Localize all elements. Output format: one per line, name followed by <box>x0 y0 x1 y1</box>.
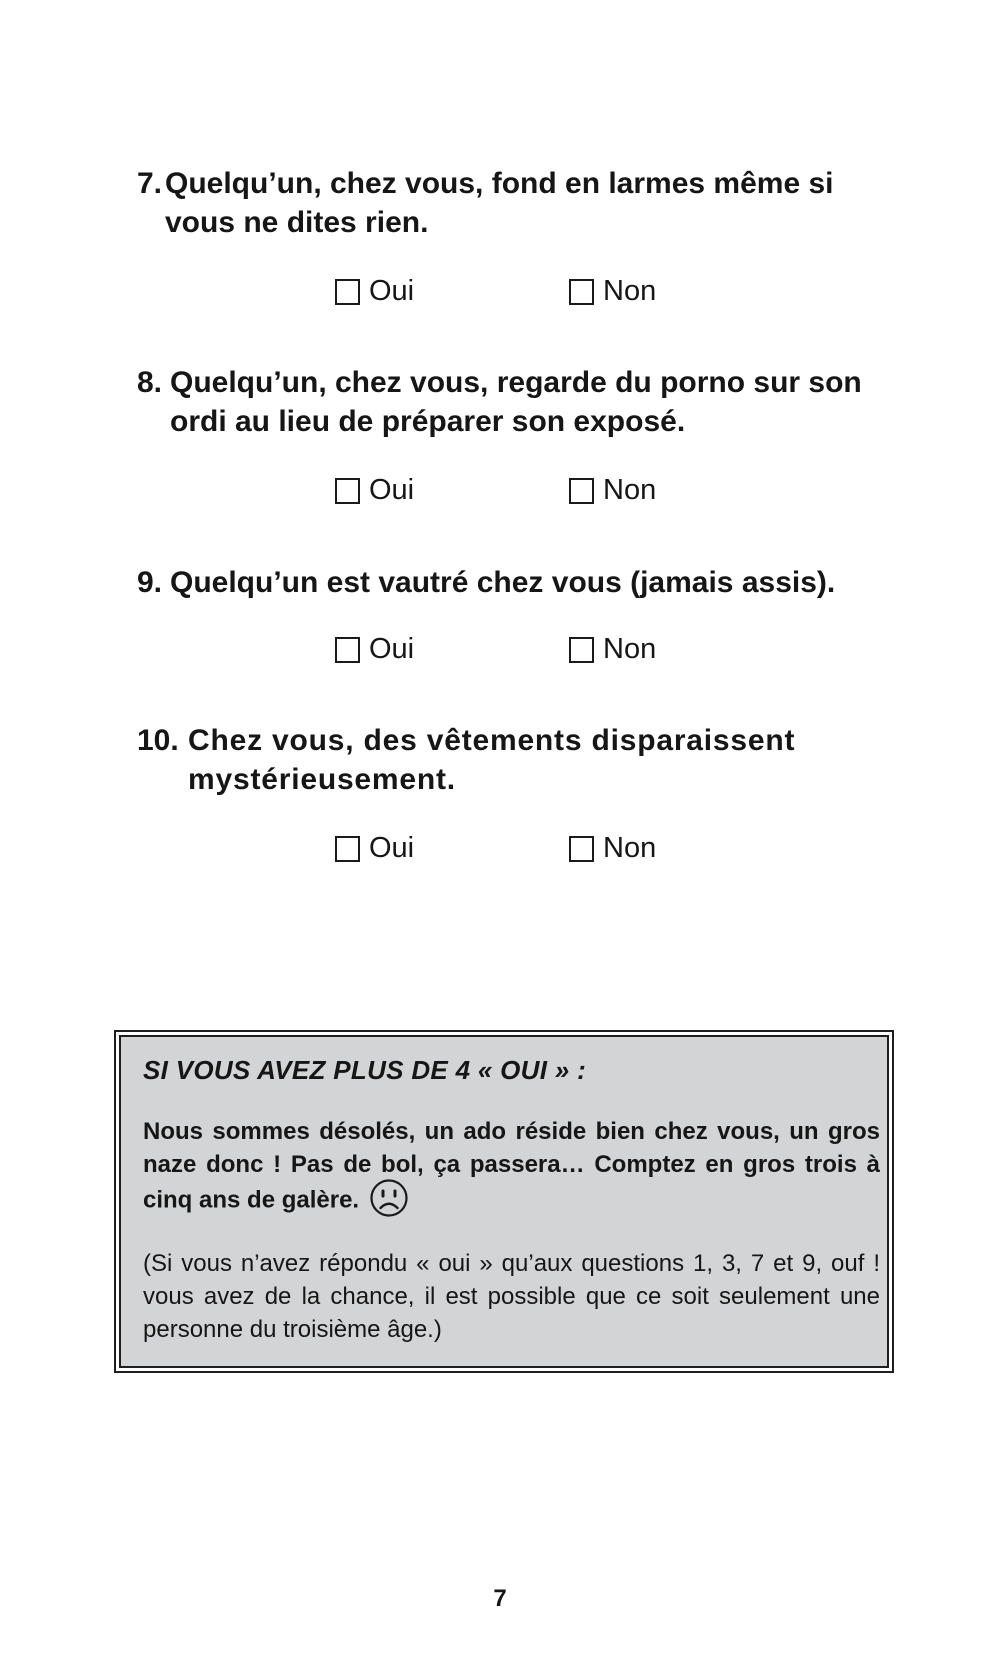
option-label-oui: Oui <box>369 275 415 307</box>
answer-options-9 <box>0 631 1000 671</box>
question-number: 9. <box>137 566 163 599</box>
option-label-non: Non <box>603 474 657 506</box>
checkbox-oui[interactable] <box>335 478 360 504</box>
callout-body <box>143 1115 880 1221</box>
option-label-non: Non <box>603 832 657 864</box>
option-label-oui: Oui <box>369 474 415 506</box>
result-callout-panel <box>119 1035 889 1368</box>
question-7 <box>137 164 897 242</box>
callout-note: (Si vous n’avez répondu « oui » qu’aux questions 1, 3, 7 et 9, ouf ! vous avez de la chance, il est possible que ce soit seulement une personne du troisième âge.) <box>143 1250 880 1343</box>
question-text: Quelqu’un est vautré chez vous (jamais assis). <box>170 566 836 599</box>
question-number: 8. <box>137 366 163 399</box>
checkbox-non[interactable] <box>569 478 594 504</box>
question-text: Quelqu’un, chez vous, fond en larmes même si vous ne dites rien. <box>165 167 834 239</box>
answer-options-8 <box>0 472 1000 512</box>
question-8 <box>137 363 897 441</box>
question-text: Quelqu’un, chez vous, regarde du porno sur son ordi au lieu de préparer son exposé. <box>170 366 862 438</box>
question-10 <box>137 721 897 799</box>
answer-options-10 <box>0 830 1000 870</box>
result-callout <box>114 1030 894 1373</box>
callout-title: SI VOUS AVEZ PLUS DE 4 « OUI » : <box>143 1055 587 1085</box>
checkbox-non[interactable] <box>569 836 594 862</box>
option-label-non: Non <box>603 275 657 307</box>
answer-options-7 <box>0 273 1000 313</box>
option-label-non: Non <box>603 633 657 665</box>
callout-body-text: Nous sommes désolés, un ado réside bien chez vous, un gros naze donc ! Pas de bol, ça passera… Comptez en gros trois à cinq ans de galère. <box>143 1118 880 1214</box>
option-label-oui: Oui <box>369 633 415 665</box>
checkbox-oui[interactable] <box>335 637 360 663</box>
checkbox-non[interactable] <box>569 279 594 305</box>
checkbox-oui[interactable] <box>335 279 360 305</box>
checkbox-oui[interactable] <box>335 836 360 862</box>
sad-face-icon <box>369 1178 409 1218</box>
page-number: 7 <box>493 1585 507 1612</box>
option-label-oui: Oui <box>369 832 415 864</box>
checkbox-non[interactable] <box>569 637 594 663</box>
question-number: 7. <box>137 167 163 200</box>
question-text: Chez vous, des vêtements disparaissent mystérieusement. <box>188 724 796 796</box>
question-number: 10. <box>137 724 179 757</box>
question-9 <box>137 563 897 602</box>
